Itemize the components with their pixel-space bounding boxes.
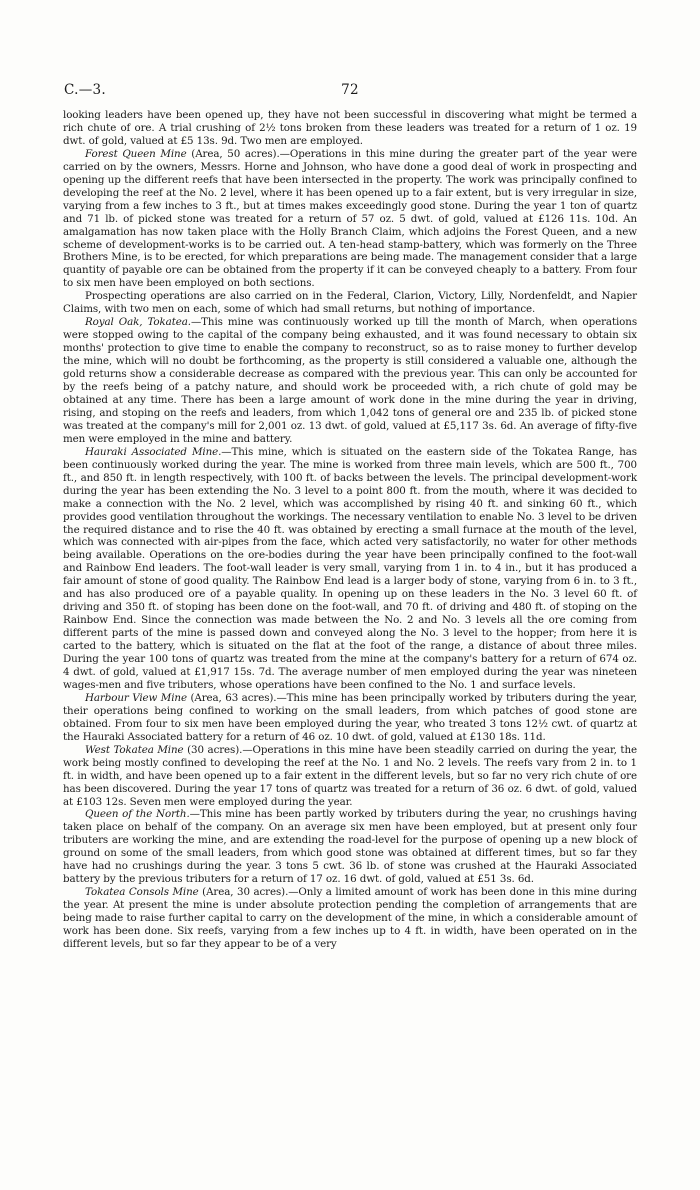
mine-title: Forest Queen Mine <box>85 147 187 160</box>
paragraph-west-tokatea <box>63 744 637 809</box>
paragraph-harbour-view <box>63 692 637 744</box>
document-code: C.—3. <box>64 82 107 98</box>
page-number: 72 <box>341 82 359 98</box>
page-header <box>64 82 636 98</box>
paragraph-tokatea-consols <box>63 886 637 951</box>
paragraph-text: (Area, 30 acres).—Only a limited amount of work has been done in this mine during the year. At present the mine is under absolute protection pending the completion of arrangements that are being made to raise further capital to carry on the development of the mine, in which a considerable amount of work has been done. Six reefs, varying from a few inches up to 4 ft. in width, have been operated on in the different levels, but so far they appear to be of a very <box>63 886 637 950</box>
paragraph-hauraki-associated <box>63 446 637 692</box>
paragraph-text: (Area, 63 acres).—This mine has been principally worked by tributers during the year, their operations being confined to working on the small leaders, from which patches of good stone are obtained. From four to six men have been employed during the year, who treated 3 tons 12½ cwt. of quartz at the Hauraki Associated battery for a return of 46 oz. 10 dwt. of gold, valued at £130 18s. 11d. <box>63 691 637 743</box>
paragraph-text: —This mine, which is situated on the eastern side of the Tokatea Range, has been continuously worked during the year. The mine is worked from three main levels, which are 500 ft., 700 ft., and 850 ft. in length respectively, with 100 ft. of backs between the levels. The principal development-work during the year has been extending the No. 3 level to a point 800 ft. from the mouth, where it was decided to make a connection with the No. 2 level, which was accomplished by rising 40 ft. and sinking 60 ft., which provides good ventilation throughout the workings. The necessary ventilation to enable No. 3 level to be driven the required distance and to rise the 40 ft. was obtained by erecting a small furnace at the mouth of the level, which was connected with air-pipes from the face, which acted very satisfactorily, no water for other methods being available. Operations on the ore-bodies during the year have been principally confined to the foot-wall and Rainbow End leaders. The foot-wall leader is very small, varying from 1 in. to 4 in., but it has produced a fair amount of stone of good quality. The Rainbow End lead is a larger body of stone, varying from 6 in. to 3 ft., and has also produced ore of a payable quality. In opening up on these leaders in the No. 3 level 60 ft. of driving and 350 ft. of stoping has been done on the foot-wall, and 70 ft. of driving and 480 ft. of stoping on the Rainbow End. Since the connection was made between the No. 2 and No. 3 levels all the ore coming from different parts of the mine is passed down and conveyed along the No. 3 level to the hopper; from here it is carted to the battery, which is situated on the flat at the foot of the range, a distance of about three miles. During the year 100 tons of quartz was treated from the mine at the company's battery for a return of 674 oz. 4 dwt. of gold, valued at £1,917 15s. 7d. The average number of men employed during the year was nineteen wages-men and five tributers, whose operations have been confined to the No. 1 and surface levels. <box>63 445 637 691</box>
paragraph-text: (Area, 50 acres).—Operations in this mine during the greater part of the year were carried on by the owners, Messrs. Horne and Johnson, who have done a good deal of work in prospecting and opening up the different reefs that have been intersected in the property. The work was principally confined to developing the reef at the No. 2 level, where it has been opened up to a fair extent, but is very irregular in size, varying from a few inches to 3 ft., but at times makes exceedingly good stone. During the year 1 ton of quartz and 71 lb. of picked stone was treated for a return of 57 oz. 5 dwt. of gold, valued at £126 11s. 10d. An amalgamation has now taken place with the Holly Branch Claim, which adjoins the Forest Queen, and a new scheme of development-works is to be carried out. A ten-head stamp-battery, which was formerly on the Three Brothers Mine, is to be erected, for which preparations are being made. The management consider that a large quantity of payable ore can be obtained from the property if it can be conveyed cheaply to a battery. From four to six men have been employed on both sections. <box>63 147 637 290</box>
paragraph-text: —This mine was continuously worked up till the month of March, when operations were stopped owing to the capital of the company being exhausted, and it was found necessary to obtain six months' protection to give time to enable the company to reconstruct, so as to raise money to further develop the mine, which will no doubt be forthcoming, as the property is still considered a valuable one, although the gold returns show a considerable decrease as compared with the previous year. This can only be accounted for by the reefs being of a patchy nature, and should work be proceeded with, a rich chute of gold may be obtained at any time. There has been a large amount of work done in the mine during the year in driving, rising, and stoping on the reefs and leaders, from which 1,042 tons of general ore and 235 lb. of picked stone was treated at the company's mill for 2,001 oz. 13 dwt. of gold, valued at £5,117 3s. 6d. An average of fifty-five men were employed in the mine and battery. <box>63 316 637 445</box>
mine-title: Royal Oak, Tokatea. <box>85 316 191 329</box>
paragraph-text: (30 acres).—Operations in this mine have been steadily carried on during the year, the work being mostly confined to developing the reef at the No. 1 and No. 2 levels. The reefs vary from 2 in. to 1 ft. in width, and have been opened up to a fair extent in the different levels, but so far no very rich chute of ore has been discovered. During the year 17 tons of quartz was treated for a return of 36 oz. 6 dwt. of gold, valued at £103 12s. Seven men were employed during the year. <box>63 743 637 808</box>
mine-title: Tokatea Consols Mine <box>85 886 199 899</box>
paragraph-forest-queen <box>63 148 637 290</box>
paragraph-continuation <box>63 109 637 148</box>
mine-title: Hauraki Associated Mine. <box>85 445 222 458</box>
mine-title: Harbour View Mine <box>85 691 187 704</box>
mine-title: Queen of the North. <box>85 808 190 821</box>
paragraph-text: Prospecting operations are also carried on in the Federal, Clarion, Victory, Lilly, Nordenfeldt, and Napier Claims, with two men on each, some of which had small returns, but nothing of importance. <box>63 290 637 316</box>
report-body <box>63 109 637 951</box>
mine-title: West Tokatea Mine <box>85 743 184 756</box>
paragraph-queen-of-the-north <box>63 808 637 886</box>
paragraph-prospecting <box>63 290 637 316</box>
paragraph-text: —This mine has been partly worked by tributers during the year, no crushings having taken place on behalf of the company. On an average six men have been employed, but at present only four tributers are working the mine, and are extending the road-level for the purpose of opening up a new block of ground on some of the small leaders, from which good stone was obtained at different times, but so far they have had no crushings during the year. 3 tons 5 cwt. 36 lb. of stone was crushed at the Hauraki Associated battery by the previous tributers for a return of 17 oz. 16 dwt. of gold, valued at £51 3s. 6d. <box>63 808 637 886</box>
paragraph-text: looking leaders have been opened up, they have not been successful in discovering what might be termed a rich chute of ore. A trial crushing of 2½ tons broken from these leaders was treated for a return of 1 oz. 19 dwt. of gold, valued at £5 13s. 9d. Two men are employed. <box>63 109 637 147</box>
paragraph-royal-oak <box>63 316 637 446</box>
